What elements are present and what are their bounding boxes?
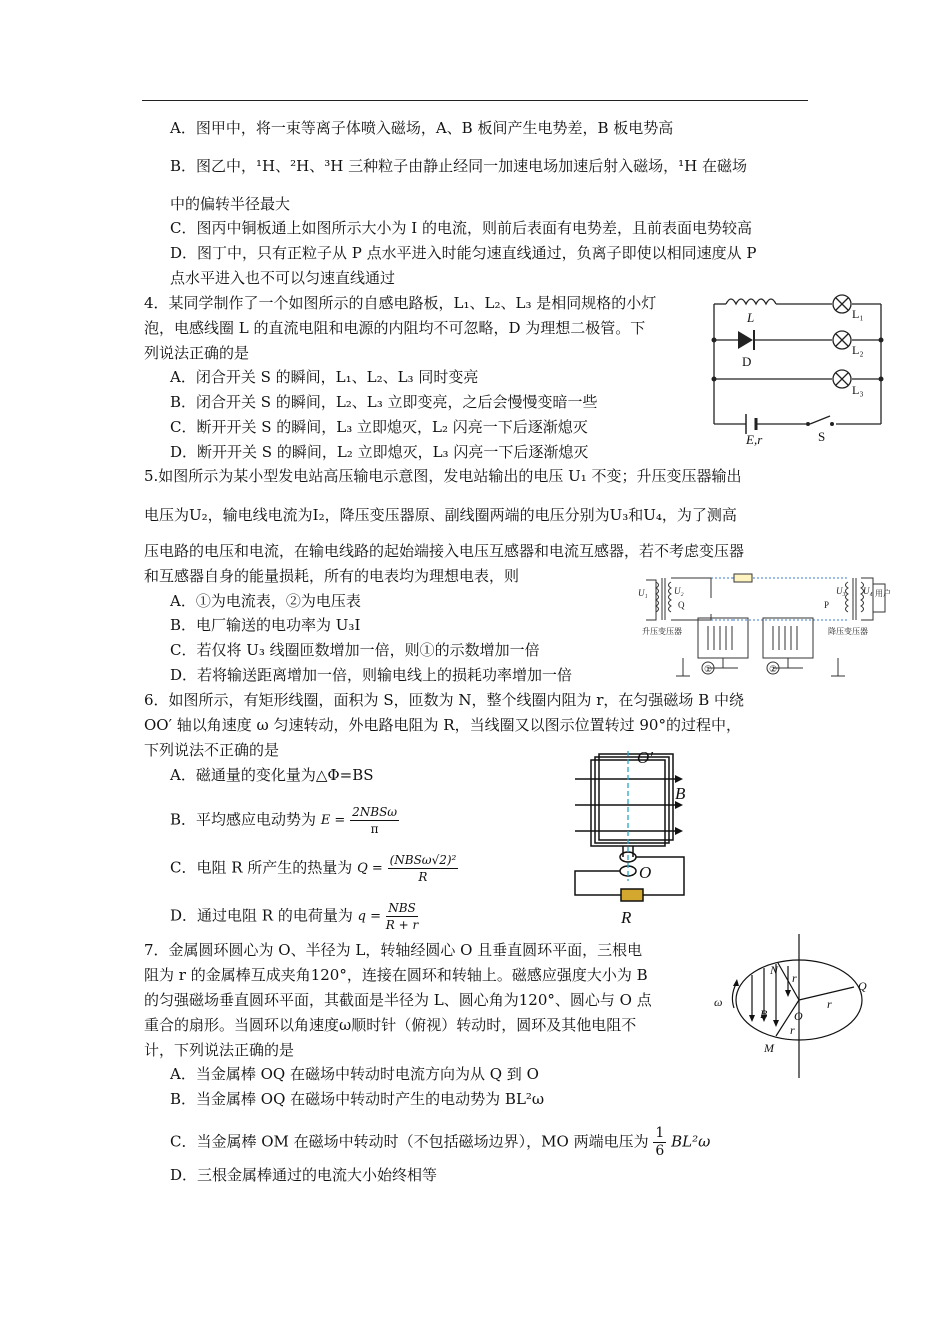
fig-meter1-label: ① <box>704 664 713 674</box>
field-b-label: B <box>675 784 686 803</box>
q5-stem-line2: 电压为U₂，输电线电流为I₂，降压变压器原、副线圈两端的电压分别为U₃和U₄，为了测高 <box>144 506 737 524</box>
battery-label: E,r <box>746 432 763 446</box>
q6-option-d-fraction <box>386 900 418 933</box>
q6-option-b-denominator: π <box>370 822 379 836</box>
diode-label: D <box>742 354 752 369</box>
q6-option-c-denominator: R <box>418 870 428 884</box>
q6-option-b <box>170 804 399 837</box>
q3-option-b-line1: B．图乙中，¹H、²H、³H 三种粒子由静止经同一加速电场加速后射入磁场，¹H 在磁场 <box>170 157 747 175</box>
resistor-r-label: R <box>621 908 632 927</box>
fig-stepup-label: 升压变压器 <box>642 627 682 636</box>
q6-option-c-text: C．电阻 R 所产生的热量为 <box>170 858 353 877</box>
point-n-label: N <box>770 963 779 977</box>
fig-q-label: Q <box>678 600 685 610</box>
q4-stem-line3: 列说法正确的是 <box>144 344 250 362</box>
q6-option-b-lhs: E = <box>320 812 346 828</box>
q6-option-d-text: D．通过电阻 R 的电荷量为 <box>170 906 353 925</box>
rod-r1-label: r <box>792 971 797 985</box>
q6-option-d <box>170 900 418 933</box>
rod-r2-label: r <box>827 997 832 1011</box>
q6-stem-line2: OO′ 轴以角速度 ω 匀速转动，外电路电阻为 R，当线圈又以图示位置转过 90°的过程中， <box>144 716 741 734</box>
q7-stem-line3: 的匀强磁场垂直圆环平面，其截面是半径为 L、圆心角为120°、圆心与 O 点 <box>144 991 652 1009</box>
header-rule <box>142 100 808 101</box>
point-q-label: Q <box>858 979 867 993</box>
q7-option-c-fraction <box>653 1125 666 1160</box>
fig-u1-label: U₁ <box>638 588 648 598</box>
q7-stem-line5: 计，下列说法正确的是 <box>144 1041 295 1059</box>
q6-option-d-lhs: q = <box>357 908 381 924</box>
q6-option-c-fraction <box>388 852 459 885</box>
fig-user-label: 用户 <box>875 589 891 598</box>
switch-label: S <box>818 429 826 444</box>
q6-option-c <box>170 852 458 885</box>
q5-option-a: A．①为电流表，②为电压表 <box>170 592 361 610</box>
fig-p-label: P <box>824 600 830 610</box>
q5-transmission-figure <box>638 568 894 686</box>
q7-option-a: A．当金属棒 OQ 在磁场中转动时电流方向为从 Q 到 O <box>170 1065 539 1083</box>
center-o-label: O <box>794 1009 803 1023</box>
q4-option-b: B．闭合开关 S 的瞬间，L₂、L₃ 立即变亮，之后会慢慢变暗一些 <box>170 393 598 411</box>
q5-stem-line3: 压电路的电压和电流，在输电线路的起始端接入电压互感器和电流互感器，若不考虑变压器 <box>144 542 745 560</box>
q6-stem-line3: 下列说法不正确的是 <box>144 741 280 759</box>
q7-stem-line1: 7．金属圆环圆心为 O、半径为 L，转轴经圆心 O 且垂直圆环平面，三根电 <box>144 941 643 959</box>
q3-option-c: C．图丙中铜板通上如图所示大小为 I 的电流，则前后表面有电势差，且前表面电势较高 <box>170 219 752 237</box>
point-m-label: M <box>764 1041 774 1055</box>
axis-o-label: O <box>639 863 652 882</box>
q7-option-c <box>170 1125 710 1160</box>
q7-option-b: B．当金属棒 OQ 在磁场中转动时产生的电动势为 BL²ω <box>170 1090 545 1108</box>
q4-option-d: D．断开开关 S 的瞬间，L₂ 立即熄灭，L₃ 闪亮一下后逐渐熄灭 <box>170 443 589 461</box>
q7-stem-line4: 重合的扇形。当圆环以角速度ω顺时针（俯视）转动时，圆环及其他电阻不 <box>144 1016 637 1034</box>
q5-option-d: D．若将输送距离增加一倍，则输电线上的损耗功率增加一倍 <box>170 666 573 684</box>
q5-stem-line4: 和互感器自身的能量损耗，所有的电表均为理想电表，则 <box>144 567 520 585</box>
q6-option-c-lhs: Q = <box>357 860 383 876</box>
omega-label: ω <box>714 995 723 1009</box>
q7-option-c-text: C．当金属棒 OM 在磁场中转动时（不包括磁场边界），MO 两端电压为 <box>170 1132 649 1151</box>
q6-option-b-text: B．平均感应电动势为 <box>170 810 317 829</box>
q3-option-d-line1: D．图丁中，只有正粒子从 P 点水平进入时能匀速直线通过，负离子即使以相同速度从 P <box>170 244 757 262</box>
q4-stem-line1: 4．某同学制作了一个如图所示的自感电路板，L₁、L₂、L₃ 是相同规格的小灯 <box>144 294 657 312</box>
bulb-l2-label: L₂ <box>852 343 864 357</box>
q4-circuit-figure <box>706 286 902 446</box>
bulb-l1-label: L₁ <box>852 307 864 321</box>
q6-option-d-denominator: R + r <box>385 918 419 932</box>
q6-stem-line1: 6．如图所示，有矩形线圈，面积为 S，匝数为 N，整个线圈内阻为 r，在匀强磁场 B 中绕 <box>144 691 744 709</box>
q6-option-b-numerator: 2NBSω <box>352 805 398 819</box>
q4-option-c: C．断开开关 S 的瞬间，L₃ 立即熄灭，L₂ 闪亮一下后逐渐熄灭 <box>170 418 588 436</box>
q7-ring-figure <box>712 930 888 1082</box>
fig-u2-label: U₂ <box>674 586 684 596</box>
q6-option-b-fraction <box>350 804 399 837</box>
q3-option-d-line2: 点水平进入也不可以匀速直线通过 <box>170 269 396 287</box>
q6-option-c-numerator: (NBSω√2)² <box>389 853 457 867</box>
q4-option-a: A．闭合开关 S 的瞬间，L₁、L₂、L₃ 同时变亮 <box>170 368 479 386</box>
q5-option-c: C．若仅将 U₃ 线圈匝数增加一倍，则①的示数增加一倍 <box>170 641 540 659</box>
bulb-l3-label: L₃ <box>852 383 864 397</box>
q7-option-c-denominator: 6 <box>655 1143 665 1159</box>
q7-option-c-numerator: 1 <box>655 1125 665 1141</box>
q5-option-b: B．电厂输送的电功率为 U₃I <box>170 616 361 634</box>
q7-option-d: D．三根金属棒通过的电流大小始终相等 <box>170 1166 438 1184</box>
rod-r3-label: r <box>790 1023 795 1037</box>
q3-option-a: A．图甲中，将一束等离子体喷入磁场，A、B 板间产生电势差，B 板电势高 <box>170 119 674 137</box>
q5-stem-line1: 5.如图所示为某小型发电站高压输电示意图，发电站输出的电压 U₁ 不变；升压变压器输出 <box>144 467 742 485</box>
q6-option-d-numerator: NBS <box>386 900 418 917</box>
fig-meter2-label: ② <box>769 664 778 674</box>
q3-option-b-line2: 中的偏转半径最大 <box>170 195 291 213</box>
fig-u4-label: U₄ <box>863 586 873 596</box>
q7-stem-line2: 阻为 r 的金属棒互成夹角120°，连接在圆环和转轴上。磁感应强度大小为 B <box>144 966 648 984</box>
q7-option-c-tail: BL²ω <box>671 1132 711 1151</box>
q6-option-a: A．磁通量的变化量为△Φ=BS <box>170 766 374 784</box>
inductor-label: L <box>747 310 755 325</box>
fig-u3-label: U₃ <box>836 586 846 596</box>
axis-top-label: O′ <box>637 748 653 767</box>
field-b-label: B <box>760 1007 768 1021</box>
fig-stepdown-label: 降压变压器 <box>828 627 868 636</box>
q4-stem-line2: 泡，电感线圈 L 的直流电阻和电源的内阻均不可忽略，D 为理想二极管。下 <box>144 319 646 337</box>
q6-coil-figure <box>565 745 705 931</box>
